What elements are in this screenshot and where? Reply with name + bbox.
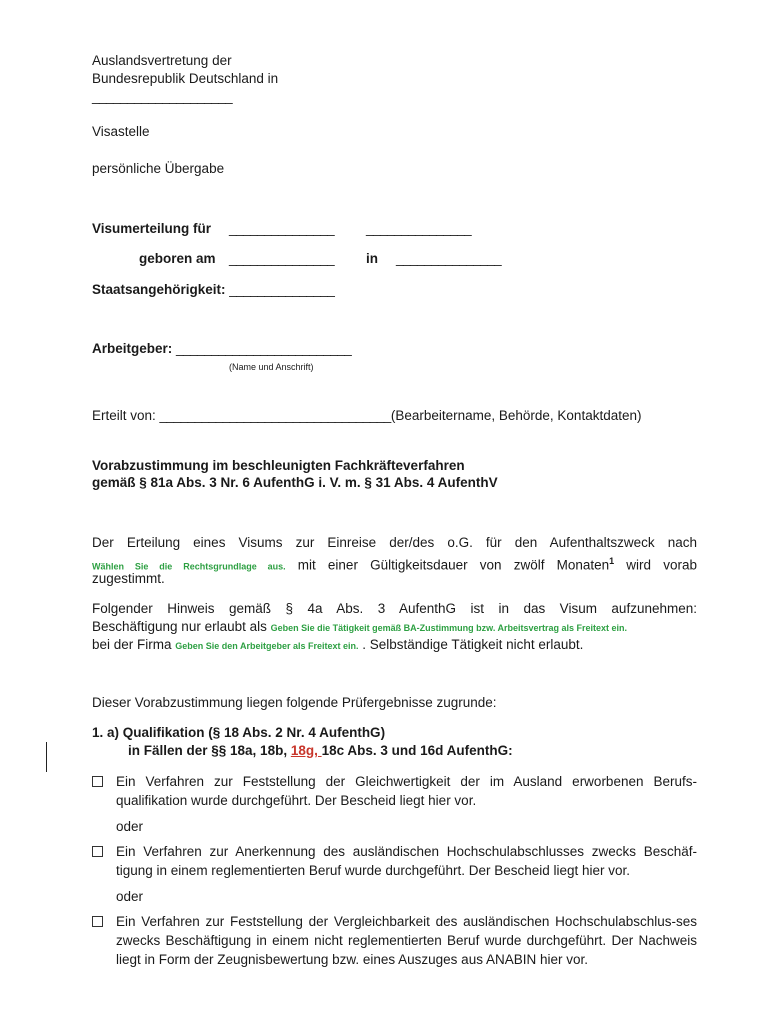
issued-by-label: Erteilt von: [92, 408, 156, 423]
issued-by-row [92, 407, 641, 425]
birth-date-field[interactable]: _______________ [229, 251, 335, 266]
employer-field[interactable]: _________________________ [176, 341, 352, 356]
para2-line-1: Folgender Hinweis gemäß § 4a Abs. 3 AufenthG ist in das Visum aufzunehmen: [92, 601, 697, 616]
employer-label: Arbeitgeber: [92, 341, 173, 356]
results-intro: Dieser Vorabzustimmung liegen folgende Prüfergebnisse zugrunde: [92, 695, 497, 710]
birth-date-label: geboren am [139, 251, 216, 266]
para2-line-3: bei der Firma Geben Sie den Arbeitgeber als Freitext ein. . Selbständige Tätigkeit nicht erlaubt. [92, 637, 584, 652]
title-line-1: Vorabzustimmung im beschleunigten Fachkräfteverfahren [92, 458, 465, 473]
visa-name-field-1[interactable]: _______________ [229, 221, 335, 236]
birth-place-field[interactable]: _______________ [396, 251, 502, 266]
employer-hint: (Name und Anschrift) [229, 362, 314, 372]
oder-2: oder [116, 889, 144, 904]
nationality-label: Staatsangehörigkeit: [92, 282, 226, 297]
option-comparability: Ein Verfahren zur Feststellung der Vergleichbarkeit des ausländischen Hochschulabschlus-ses zwecks Beschäftigung in einem nicht reglementierten Beruf wurde durchgeführt. Der Nachweis liegt in Form der Zeugnisbewertung bzw. eines Auszuges aus ANABIN hier vor. [92, 912, 697, 969]
option-equivalence: Ein Verfahren zur Feststellung der Gleichwertigkeit der im Ausland erworbenen Berufs-qualifikation wurde durchgeführt. Der Bescheid liegt hier vor. [92, 772, 697, 810]
para1-line-3: zugestimmt. [92, 571, 165, 586]
delivery-label: persönliche Übergabe [92, 161, 225, 176]
tracked-change-18g: 18g, [290, 743, 322, 758]
option-1-checkbox[interactable] [92, 776, 103, 787]
employer-row [92, 340, 351, 358]
authority-line-2: Bundesrepublik Deutschland in [92, 71, 279, 86]
nationality-field[interactable]: _______________ [229, 282, 335, 297]
title-line-2: gemäß § 81a Abs. 3 Nr. 6 AufenthG i. V. m. § 31 Abs. 4 AufenthV [92, 475, 498, 490]
para1-line-1: Der Erteilung eines Visums zur Einreise der/des o.G. für den Aufenthaltszweck nach [92, 535, 697, 550]
para1-line-2: Wählen Sie die Rechtsgrundlage aus. mit einer Gültigkeitsdauer von zwölf Monaten$^1$ wird vorab [92, 556, 697, 573]
activity-text-field[interactable]: Geben Sie die Tätigkeit gemäß BA-Zustimmung bzw. Arbeitsvertrag als Freitext ein. [270, 623, 628, 633]
visa-for-label: Visumerteilung für [92, 221, 212, 236]
issued-by-hint: (Bearbeitername, Behörde, Kontaktdaten) [390, 408, 642, 423]
issued-by-field[interactable]: _________________________________ [159, 408, 391, 423]
text-cursor [46, 742, 47, 772]
nationality-row [92, 281, 334, 299]
qualification-subheading: in Fällen der §§ 18a, 18b, 18g, 18c Abs. 3 und 16d AufenthG: [128, 743, 513, 758]
option-3-checkbox[interactable] [92, 916, 103, 927]
authority-blank[interactable]: ____________________ [92, 89, 233, 104]
authority-line-1: Auslandsvertretung der [92, 53, 232, 68]
legal-basis-dropdown[interactable]: Wählen Sie die Rechtsgrundlage aus. [92, 561, 286, 572]
option-recognition: Ein Verfahren zur Anerkennung des ausländischen Hochschulabschlusses zwecks Beschäf-tigung in einem reglementierten Beruf wurde durchgeführt. Der Bescheid liegt hier vor. [92, 842, 697, 880]
birth-place-label: in [366, 251, 378, 266]
employer-text-field[interactable]: Geben Sie den Arbeitgeber als Freitext ein. [175, 641, 359, 651]
option-2-checkbox[interactable] [92, 846, 103, 857]
visastelle-label: Visastelle [92, 124, 150, 139]
para2-line-2: Beschäftigung nur erlaubt als Geben Sie die Tätigkeit gemäß BA-Zustimmung bzw. Arbeitsvertrag als Freitext ein. [92, 619, 628, 634]
oder-1: oder [116, 819, 144, 834]
visa-name-field-2[interactable]: _______________ [366, 221, 472, 236]
qualification-heading: 1. a) Qualifikation (§ 18 Abs. 2 Nr. 4 AufenthG) [92, 725, 386, 740]
